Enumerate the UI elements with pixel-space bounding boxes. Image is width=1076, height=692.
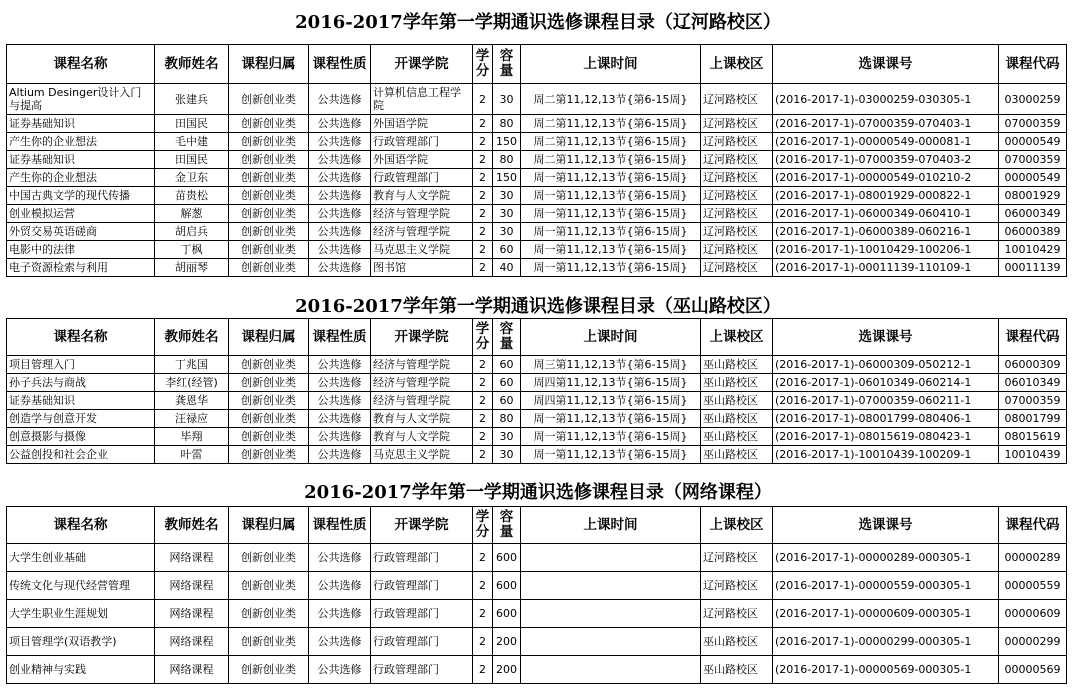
cell-course-type: 公共选修 <box>309 544 371 572</box>
course-table-wushan <box>6 318 1067 464</box>
cell-course-code: 00000549 <box>999 169 1067 187</box>
cell-course-type: 公共选修 <box>309 133 371 151</box>
header-course-type: 课程性质 <box>309 319 371 356</box>
cell-category: 创新创业类 <box>229 259 309 277</box>
cell-course-type: 公共选修 <box>309 428 371 446</box>
header-capacity: 容量 <box>493 319 521 356</box>
cell-course-name: 创意摄影与摄像 <box>7 428 155 446</box>
cell-category: 创新创业类 <box>229 374 309 392</box>
table-row <box>7 392 1067 410</box>
cell-college: 马克思主义学院 <box>371 241 473 259</box>
header-teacher: 教师姓名 <box>155 45 229 84</box>
cell-college: 经济与管理学院 <box>371 205 473 223</box>
cell-capacity: 150 <box>493 169 521 187</box>
header-course-name: 课程名称 <box>7 507 155 544</box>
cell-schedule: 周一第11,12,13节{第6-15周} <box>521 223 701 241</box>
cell-teacher: 张建兵 <box>155 84 229 115</box>
cell-capacity: 60 <box>493 392 521 410</box>
cell-capacity: 600 <box>493 572 521 600</box>
header-course-type: 课程性质 <box>309 507 371 544</box>
header-category: 课程归属 <box>229 319 309 356</box>
cell-credit: 2 <box>473 656 493 684</box>
cell-capacity: 30 <box>493 223 521 241</box>
cell-schedule <box>521 656 701 684</box>
cell-campus: 辽河路校区 <box>701 600 773 628</box>
cell-schedule: 周一第11,12,13节{第6-15周} <box>521 410 701 428</box>
cell-selection-code: (2016-2017-1)-00000549-010210-2 <box>773 169 999 187</box>
cell-course-code: 06010349 <box>999 374 1067 392</box>
cell-category: 创新创业类 <box>229 223 309 241</box>
cell-college: 行政管理部门 <box>371 133 473 151</box>
cell-credit: 2 <box>473 151 493 169</box>
cell-teacher: 汪禄应 <box>155 410 229 428</box>
cell-category: 创新创业类 <box>229 572 309 600</box>
header-credit: 学分 <box>473 45 493 84</box>
cell-schedule <box>521 572 701 600</box>
table-row <box>7 115 1067 133</box>
cell-credit: 2 <box>473 428 493 446</box>
cell-selection-code: (2016-2017-1)-08001929-000822-1 <box>773 187 999 205</box>
cell-course-code: 00000569 <box>999 656 1067 684</box>
cell-category: 创新创业类 <box>229 115 309 133</box>
cell-college: 教育与人文学院 <box>371 428 473 446</box>
cell-college: 行政管理部门 <box>371 628 473 656</box>
cell-credit: 2 <box>473 241 493 259</box>
cell-course-type: 公共选修 <box>309 600 371 628</box>
cell-course-type: 公共选修 <box>309 223 371 241</box>
cell-credit: 2 <box>473 133 493 151</box>
cell-campus: 辽河路校区 <box>701 223 773 241</box>
cell-course-name: 证券基础知识 <box>7 392 155 410</box>
cell-college: 行政管理部门 <box>371 600 473 628</box>
cell-campus: 辽河路校区 <box>701 187 773 205</box>
cell-category: 创新创业类 <box>229 600 309 628</box>
table-row <box>7 223 1067 241</box>
cell-course-type: 公共选修 <box>309 410 371 428</box>
header-category: 课程归属 <box>229 507 309 544</box>
cell-campus: 辽河路校区 <box>701 169 773 187</box>
cell-capacity: 80 <box>493 115 521 133</box>
cell-course-code: 08015619 <box>999 428 1067 446</box>
cell-course-type: 公共选修 <box>309 241 371 259</box>
cell-college: 经济与管理学院 <box>371 223 473 241</box>
table-row <box>7 628 1067 656</box>
table-row <box>7 169 1067 187</box>
cell-teacher: 网络课程 <box>155 544 229 572</box>
header-credit: 学分 <box>473 319 493 356</box>
cell-schedule <box>521 600 701 628</box>
cell-credit: 2 <box>473 259 493 277</box>
cell-campus: 辽河路校区 <box>701 151 773 169</box>
cell-selection-code: (2016-2017-1)-00000299-000305-1 <box>773 628 999 656</box>
cell-course-type: 公共选修 <box>309 205 371 223</box>
cell-capacity: 30 <box>493 84 521 115</box>
cell-category: 创新创业类 <box>229 241 309 259</box>
table-row <box>7 241 1067 259</box>
cell-credit: 2 <box>473 392 493 410</box>
header-schedule: 上课时间 <box>521 507 701 544</box>
cell-teacher: 网络课程 <box>155 628 229 656</box>
cell-capacity: 30 <box>493 428 521 446</box>
cell-teacher: 胡丽琴 <box>155 259 229 277</box>
cell-campus: 辽河路校区 <box>701 572 773 600</box>
cell-category: 创新创业类 <box>229 410 309 428</box>
cell-category: 创新创业类 <box>229 656 309 684</box>
cell-capacity: 30 <box>493 187 521 205</box>
cell-teacher: 丁枫 <box>155 241 229 259</box>
cell-schedule: 周二第11,12,13节{第6-15周} <box>521 151 701 169</box>
cell-credit: 2 <box>473 600 493 628</box>
cell-capacity: 40 <box>493 259 521 277</box>
cell-course-code: 10010439 <box>999 446 1067 464</box>
cell-course-code: 07000359 <box>999 151 1067 169</box>
table-row <box>7 446 1067 464</box>
header-selection-code: 选课课号 <box>773 45 999 84</box>
header-college: 开课学院 <box>371 319 473 356</box>
cell-course-name: 传统文化与现代经营管理 <box>7 572 155 600</box>
cell-schedule: 周一第11,12,13节{第6-15周} <box>521 446 701 464</box>
header-teacher: 教师姓名 <box>155 319 229 356</box>
table-row <box>7 656 1067 684</box>
cell-college: 行政管理部门 <box>371 169 473 187</box>
section-title-liaohe: 2016-2017学年第一学期通识选修课程目录（辽河路校区） <box>295 12 781 33</box>
cell-campus: 辽河路校区 <box>701 259 773 277</box>
cell-course-type: 公共选修 <box>309 169 371 187</box>
cell-college: 图书馆 <box>371 259 473 277</box>
cell-course-code: 06000389 <box>999 223 1067 241</box>
cell-category: 创新创业类 <box>229 84 309 115</box>
cell-teacher: 网络课程 <box>155 600 229 628</box>
table-row <box>7 544 1067 572</box>
cell-selection-code: (2016-2017-1)-00000549-000081-1 <box>773 133 999 151</box>
cell-campus: 辽河路校区 <box>701 205 773 223</box>
cell-course-name: 创造学与创意开发 <box>7 410 155 428</box>
header-course-type: 课程性质 <box>309 45 371 84</box>
cell-selection-code: (2016-2017-1)-07000359-070403-2 <box>773 151 999 169</box>
cell-schedule: 周四第11,12,13节{第6-15周} <box>521 392 701 410</box>
cell-credit: 2 <box>473 205 493 223</box>
cell-campus: 辽河路校区 <box>701 133 773 151</box>
table-row <box>7 572 1067 600</box>
table-row <box>7 151 1067 169</box>
cell-capacity: 30 <box>493 205 521 223</box>
table-header-row <box>7 319 1067 356</box>
cell-category: 创新创业类 <box>229 151 309 169</box>
table-row <box>7 187 1067 205</box>
header-teacher: 教师姓名 <box>155 507 229 544</box>
cell-capacity: 80 <box>493 410 521 428</box>
cell-schedule: 周一第11,12,13节{第6-15周} <box>521 205 701 223</box>
cell-campus: 巫山路校区 <box>701 392 773 410</box>
cell-capacity: 60 <box>493 356 521 374</box>
header-schedule: 上课时间 <box>521 319 701 356</box>
cell-capacity: 600 <box>493 544 521 572</box>
cell-teacher: 田国民 <box>155 151 229 169</box>
section-title-wushan: 2016-2017学年第一学期通识选修课程目录（巫山路校区） <box>295 296 781 317</box>
cell-campus: 辽河路校区 <box>701 115 773 133</box>
cell-schedule: 周一第11,12,13节{第6-15周} <box>521 187 701 205</box>
cell-credit: 2 <box>473 223 493 241</box>
cell-course-name: 项目管理学(双语教学) <box>7 628 155 656</box>
cell-course-code: 07000359 <box>999 392 1067 410</box>
cell-course-type: 公共选修 <box>309 356 371 374</box>
table-row <box>7 84 1067 115</box>
cell-selection-code: (2016-2017-1)-07000359-070403-1 <box>773 115 999 133</box>
cell-course-code: 10010429 <box>999 241 1067 259</box>
cell-credit: 2 <box>473 187 493 205</box>
cell-schedule: 周一第11,12,13节{第6-15周} <box>521 259 701 277</box>
table-row <box>7 205 1067 223</box>
course-table-online <box>6 506 1067 684</box>
cell-campus: 巫山路校区 <box>701 628 773 656</box>
cell-course-name: Altium Desinger设计入门与提高 <box>7 84 155 115</box>
cell-category: 创新创业类 <box>229 446 309 464</box>
cell-course-name: 中国古典文学的现代传播 <box>7 187 155 205</box>
cell-course-name: 证券基础知识 <box>7 151 155 169</box>
cell-campus: 巫山路校区 <box>701 410 773 428</box>
cell-selection-code: (2016-2017-1)-06000309-050212-1 <box>773 356 999 374</box>
header-course-code: 课程代码 <box>999 319 1067 356</box>
cell-college: 教育与人文学院 <box>371 410 473 428</box>
cell-college: 行政管理部门 <box>371 656 473 684</box>
cell-college: 行政管理部门 <box>371 544 473 572</box>
cell-credit: 2 <box>473 446 493 464</box>
cell-course-type: 公共选修 <box>309 151 371 169</box>
header-selection-code: 选课课号 <box>773 507 999 544</box>
cell-credit: 2 <box>473 410 493 428</box>
header-college: 开课学院 <box>371 507 473 544</box>
cell-campus: 辽河路校区 <box>701 241 773 259</box>
cell-course-code: 00000559 <box>999 572 1067 600</box>
cell-category: 创新创业类 <box>229 187 309 205</box>
header-course-code: 课程代码 <box>999 45 1067 84</box>
cell-course-code: 00000549 <box>999 133 1067 151</box>
cell-college: 经济与管理学院 <box>371 356 473 374</box>
cell-course-code: 06000309 <box>999 356 1067 374</box>
header-credit: 学分 <box>473 507 493 544</box>
cell-course-type: 公共选修 <box>309 115 371 133</box>
table-row <box>7 356 1067 374</box>
cell-course-code: 06000349 <box>999 205 1067 223</box>
cell-credit: 2 <box>473 169 493 187</box>
cell-selection-code: (2016-2017-1)-00000609-000305-1 <box>773 600 999 628</box>
header-capacity: 容量 <box>493 507 521 544</box>
cell-course-type: 公共选修 <box>309 84 371 115</box>
cell-college: 计算机信息工程学院 <box>371 84 473 115</box>
cell-category: 创新创业类 <box>229 544 309 572</box>
cell-campus: 巫山路校区 <box>701 446 773 464</box>
cell-selection-code: (2016-2017-1)-06010349-060214-1 <box>773 374 999 392</box>
header-schedule: 上课时间 <box>521 45 701 84</box>
cell-category: 创新创业类 <box>229 356 309 374</box>
cell-schedule: 周二第11,12,13节{第6-15周} <box>521 84 701 115</box>
cell-selection-code: (2016-2017-1)-08001799-080406-1 <box>773 410 999 428</box>
cell-selection-code: (2016-2017-1)-00000569-000305-1 <box>773 656 999 684</box>
cell-course-code: 07000359 <box>999 115 1067 133</box>
cell-credit: 2 <box>473 374 493 392</box>
cell-selection-code: (2016-2017-1)-06000389-060216-1 <box>773 223 999 241</box>
cell-campus: 巫山路校区 <box>701 356 773 374</box>
cell-campus: 辽河路校区 <box>701 84 773 115</box>
cell-course-name: 公益创投和社会企业 <box>7 446 155 464</box>
cell-course-name: 大学生创业基础 <box>7 544 155 572</box>
cell-course-type: 公共选修 <box>309 446 371 464</box>
cell-teacher: 苗贵松 <box>155 187 229 205</box>
cell-teacher: 网络课程 <box>155 572 229 600</box>
cell-capacity: 200 <box>493 656 521 684</box>
cell-campus: 巫山路校区 <box>701 374 773 392</box>
cell-credit: 2 <box>473 356 493 374</box>
cell-selection-code: (2016-2017-1)-00000289-000305-1 <box>773 544 999 572</box>
cell-category: 创新创业类 <box>229 133 309 151</box>
cell-schedule <box>521 544 701 572</box>
cell-selection-code: (2016-2017-1)-00000559-000305-1 <box>773 572 999 600</box>
cell-campus: 辽河路校区 <box>701 544 773 572</box>
cell-schedule: 周二第11,12,13节{第6-15周} <box>521 115 701 133</box>
cell-credit: 2 <box>473 84 493 115</box>
cell-credit: 2 <box>473 628 493 656</box>
cell-schedule: 周二第11,12,13节{第6-15周} <box>521 133 701 151</box>
table-row <box>7 259 1067 277</box>
cell-capacity: 30 <box>493 446 521 464</box>
header-category: 课程归属 <box>229 45 309 84</box>
cell-course-code: 08001799 <box>999 410 1067 428</box>
cell-schedule: 周三第11,12,13节{第6-15周} <box>521 356 701 374</box>
table-row <box>7 600 1067 628</box>
cell-teacher: 李红(经管) <box>155 374 229 392</box>
cell-course-name: 大学生职业生涯规划 <box>7 600 155 628</box>
course-table-liaohe <box>6 44 1067 277</box>
cell-credit: 2 <box>473 544 493 572</box>
cell-course-name: 产生你的企业想法 <box>7 133 155 151</box>
cell-course-type: 公共选修 <box>309 259 371 277</box>
cell-category: 创新创业类 <box>229 392 309 410</box>
cell-teacher: 田国民 <box>155 115 229 133</box>
cell-teacher: 龚恩华 <box>155 392 229 410</box>
cell-course-code: 03000259 <box>999 84 1067 115</box>
cell-teacher: 叶雷 <box>155 446 229 464</box>
cell-teacher: 金卫东 <box>155 169 229 187</box>
cell-teacher: 胡启兵 <box>155 223 229 241</box>
cell-capacity: 60 <box>493 374 521 392</box>
header-campus: 上课校区 <box>701 507 773 544</box>
cell-capacity: 600 <box>493 600 521 628</box>
cell-college: 经济与管理学院 <box>371 374 473 392</box>
cell-course-type: 公共选修 <box>309 374 371 392</box>
cell-course-name: 产生你的企业想法 <box>7 169 155 187</box>
cell-selection-code: (2016-2017-1)-06000349-060410-1 <box>773 205 999 223</box>
cell-selection-code: (2016-2017-1)-07000359-060211-1 <box>773 392 999 410</box>
cell-capacity: 200 <box>493 628 521 656</box>
table-row <box>7 374 1067 392</box>
cell-category: 创新创业类 <box>229 428 309 446</box>
table-header-row <box>7 45 1067 84</box>
cell-schedule: 周一第11,12,13节{第6-15周} <box>521 241 701 259</box>
cell-teacher: 毕翔 <box>155 428 229 446</box>
cell-selection-code: (2016-2017-1)-03000259-030305-1 <box>773 84 999 115</box>
cell-campus: 巫山路校区 <box>701 656 773 684</box>
header-selection-code: 选课课号 <box>773 319 999 356</box>
cell-category: 创新创业类 <box>229 169 309 187</box>
header-campus: 上课校区 <box>701 319 773 356</box>
table-header-row <box>7 507 1067 544</box>
cell-course-code: 00000609 <box>999 600 1067 628</box>
header-capacity: 容量 <box>493 45 521 84</box>
cell-campus: 巫山路校区 <box>701 428 773 446</box>
cell-teacher: 毛中建 <box>155 133 229 151</box>
cell-course-name: 电子资源检索与利用 <box>7 259 155 277</box>
cell-college: 行政管理部门 <box>371 572 473 600</box>
header-course-name: 课程名称 <box>7 319 155 356</box>
table-row <box>7 428 1067 446</box>
cell-course-name: 创业精神与实践 <box>7 656 155 684</box>
table-row <box>7 133 1067 151</box>
cell-category: 创新创业类 <box>229 628 309 656</box>
cell-college: 外国语学院 <box>371 151 473 169</box>
cell-teacher: 丁兆国 <box>155 356 229 374</box>
cell-course-code: 08001929 <box>999 187 1067 205</box>
cell-credit: 2 <box>473 115 493 133</box>
cell-course-name: 电影中的法律 <box>7 241 155 259</box>
cell-college: 经济与管理学院 <box>371 392 473 410</box>
cell-category: 创新创业类 <box>229 205 309 223</box>
cell-capacity: 80 <box>493 151 521 169</box>
cell-teacher: 网络课程 <box>155 656 229 684</box>
cell-selection-code: (2016-2017-1)-10010429-100206-1 <box>773 241 999 259</box>
cell-schedule: 周一第11,12,13节{第6-15周} <box>521 169 701 187</box>
header-college: 开课学院 <box>371 45 473 84</box>
cell-schedule: 周四第11,12,13节{第6-15周} <box>521 374 701 392</box>
header-campus: 上课校区 <box>701 45 773 84</box>
cell-course-name: 证券基础知识 <box>7 115 155 133</box>
cell-course-name: 创业模拟运营 <box>7 205 155 223</box>
cell-course-code: 00011139 <box>999 259 1067 277</box>
cell-course-type: 公共选修 <box>309 628 371 656</box>
table-row <box>7 410 1067 428</box>
cell-course-type: 公共选修 <box>309 392 371 410</box>
cell-course-type: 公共选修 <box>309 187 371 205</box>
cell-selection-code: (2016-2017-1)-08015619-080423-1 <box>773 428 999 446</box>
cell-selection-code: (2016-2017-1)-00011139-110109-1 <box>773 259 999 277</box>
cell-credit: 2 <box>473 572 493 600</box>
header-course-name: 课程名称 <box>7 45 155 84</box>
cell-course-name: 项目管理入门 <box>7 356 155 374</box>
cell-schedule <box>521 628 701 656</box>
cell-teacher: 解葱 <box>155 205 229 223</box>
cell-course-code: 00000299 <box>999 628 1067 656</box>
cell-selection-code: (2016-2017-1)-10010439-100209-1 <box>773 446 999 464</box>
cell-course-type: 公共选修 <box>309 572 371 600</box>
section-title-online: 2016-2017学年第一学期通识选修课程目录（网络课程） <box>304 482 772 503</box>
header-course-code: 课程代码 <box>999 507 1067 544</box>
cell-course-name: 孙子兵法与商战 <box>7 374 155 392</box>
cell-college: 马克思主义学院 <box>371 446 473 464</box>
cell-capacity: 150 <box>493 133 521 151</box>
cell-course-type: 公共选修 <box>309 656 371 684</box>
cell-capacity: 60 <box>493 241 521 259</box>
cell-schedule: 周一第11,12,13节{第6-15周} <box>521 428 701 446</box>
cell-college: 外国语学院 <box>371 115 473 133</box>
cell-course-name: 外贸交易英语磋商 <box>7 223 155 241</box>
cell-college: 教育与人文学院 <box>371 187 473 205</box>
cell-course-code: 00000289 <box>999 544 1067 572</box>
